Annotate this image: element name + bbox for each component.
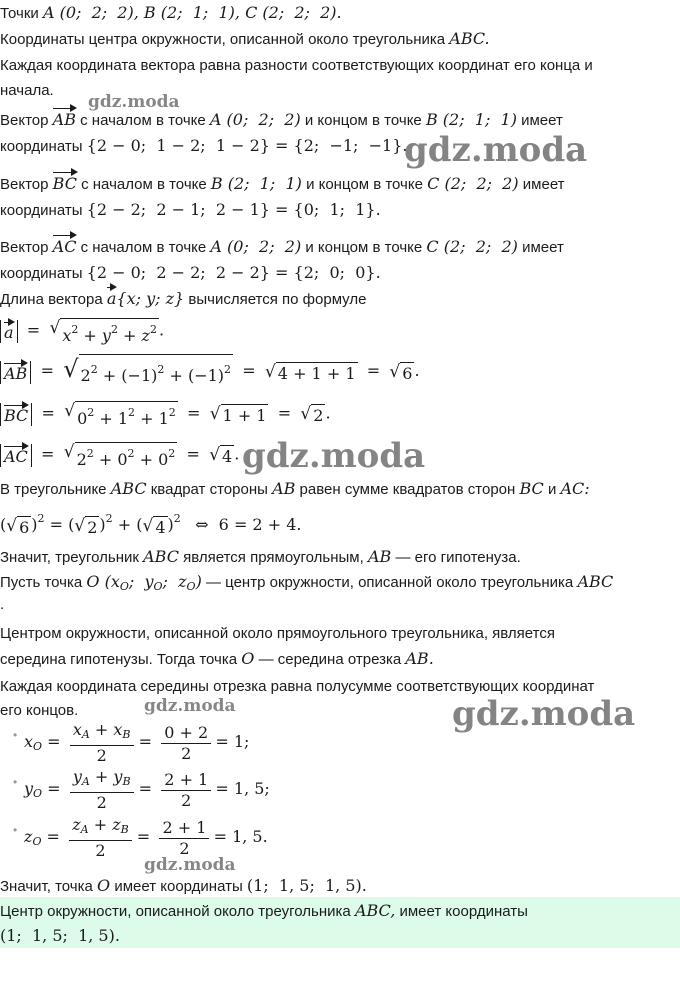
formula-length-ac: AC = √ $2^2 + 0^2 + 0^2$ = √ 4 . bbox=[0, 442, 239, 469]
vector-a-symbol: a bbox=[106, 289, 117, 308]
watermark-logo: gdz.moda bbox=[404, 130, 588, 170]
formula-length-general: a = √ $x^2 + y^2 + z^2$ . bbox=[0, 318, 164, 345]
answer-line-2: (1; 1, 5; 1, 5). bbox=[0, 926, 120, 945]
triangle-check-line: В треугольнике ABC квадрат стороны AB равен сумме квадратов сторон BC и AC: bbox=[0, 479, 590, 498]
watermark-logo: gdz.moda bbox=[88, 92, 180, 112]
bullet-icon: • bbox=[13, 823, 18, 837]
bullet-icon: • bbox=[13, 775, 18, 789]
vector-rule-1: Каждая координата вектора равна разности соответствующих координат его конца и bbox=[0, 57, 593, 74]
watermark-logo: gdz.moda bbox=[452, 694, 636, 734]
answer-line-1: Центр окружности, описанной около треугольника ABC, имеет координаты bbox=[0, 901, 528, 920]
vector-ab-coords: {2 − 0; 1 − 2; 1 − 2} = {2; −1; −1}. bbox=[86, 136, 408, 155]
vector-ac-coords: {2 − 0; 2 − 2; 2 − 2} = {2; 0; 0}. bbox=[86, 263, 381, 282]
watermark-logo: gdz.moda bbox=[242, 436, 426, 476]
vector-ac-line-1: Вектор AC с началом в точке A (0; 2; 2) и концом в точке C (2; 2; 2) имеет bbox=[0, 237, 564, 256]
vector-bc-coords: {2 − 2; 2 − 1; 2 − 1} = {0; 1; 1}. bbox=[86, 200, 381, 219]
let-point-line: Пусть точка O ($x_O$; $y_O$; $z_O$) — центр окружности, описанной около треугольника ABC bbox=[0, 572, 614, 593]
midpoint-coord-rule-1: Каждая координата середины отрезка равна полусумме соответствующих координат bbox=[0, 678, 595, 695]
vector-ac-line-2: координаты {2 − 0; 2 − 2; 2 − 2} = {2; 0; 0}. bbox=[0, 263, 381, 282]
vector-bc-symbol: BC bbox=[52, 174, 77, 193]
vector-rule-2: начала. bbox=[0, 82, 54, 99]
bullet-icon: • bbox=[13, 728, 18, 742]
formula-length-bc: BC = √ $0^2 + 1^2 + 1^2$ = √ 1 + 1 = √ 2 . bbox=[0, 401, 331, 428]
right-triangle-line: Значит, треугольник ABC является прямоугольным, AB — его гипотенуза. bbox=[0, 547, 521, 566]
given-points-line: Точки A (0; 2; 2), B (2; 1; 1), C (2; 2; 2). bbox=[0, 3, 342, 22]
midpoint-rule-line: середина гипотенузы. Тогда точка O — середина отрезка AB. bbox=[0, 649, 434, 668]
vector-ab-symbol: AB bbox=[52, 110, 76, 129]
vector-bc-line-2: координаты {2 − 2; 2 − 1; 2 − 1} = {0; 1; 1}. bbox=[0, 200, 381, 219]
watermark-logo: gdz.moda bbox=[144, 855, 236, 875]
midpoint-coord-rule-2: его концов. bbox=[0, 702, 79, 719]
vector-bc-line-1: Вектор BC с началом в точке B (2; 1; 1) и концом в точке C (2; 2; 2) имеет bbox=[0, 174, 565, 193]
formula-y-o: $y_O$ = $\frac{y_A + y_B}{2}$ = $\frac{2 + 1}{2}$ = 1, 5; bbox=[24, 767, 270, 812]
formula-x-o: $x_O$ = $\frac{x_A + x_B}{2}$ = $\frac{0 + 2}{2}$ = 1; bbox=[24, 720, 250, 765]
vector-ac-symbol: AC bbox=[52, 237, 77, 256]
formula-z-o: $z_O$ = $\frac{z_A + z_B}{2}$ = $\frac{2 + 1}{2}$ = 1, 5. bbox=[24, 815, 268, 860]
given-points: A (0; 2; 2), B (2; 1; 1), C (2; 2; 2). bbox=[42, 3, 342, 22]
length-intro-line: Длина вектора a{x; y; z} вычисляется по формуле bbox=[0, 289, 367, 308]
circumcenter-rule: Центром окружности, описанной около прямоугольного треугольника, является bbox=[0, 625, 555, 642]
vector-ab-line-2: координаты {2 − 0; 1 − 2; 1 − 2} = {2; −1; −1}. bbox=[0, 136, 408, 155]
vector-ab-line-1: Вектор AB с началом в точке A (0; 2; 2) и концом в точке B (2; 1; 1) имеет bbox=[0, 110, 563, 129]
point-o-result: Значит, точка O имеет координаты (1; 1, 5; 1, 5). bbox=[0, 876, 367, 895]
let-point-period: . bbox=[0, 596, 5, 613]
task-line: Координаты центра окружности, описанной около треугольника ABC. bbox=[0, 29, 490, 48]
formula-length-ab: AB = √ $2^2 + (-1)^2 + (-1)^2$ = √ 4 + 1 + 1 = √ 6 . bbox=[0, 354, 420, 390]
watermark-logo: gdz.moda bbox=[144, 696, 236, 716]
pythagoras-formula: ( √ 6 )$^2$ = ( √ 2 )$^2$ + ( √ 4 )$^2$ ⇔ 6 = 2 + 4. bbox=[0, 512, 302, 537]
